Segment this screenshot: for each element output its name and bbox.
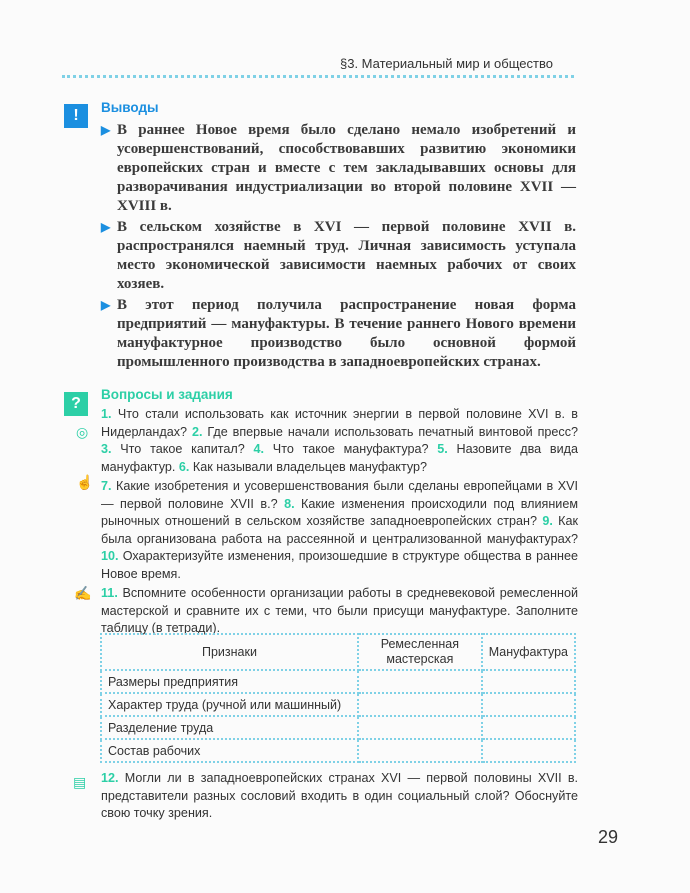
table-cell <box>358 670 482 693</box>
bullet-arrow-icon: ▶ <box>101 298 111 312</box>
page-number: 29 <box>598 827 619 847</box>
table-cell <box>482 739 575 762</box>
table-cell <box>482 670 575 693</box>
table-row <box>101 739 575 762</box>
exclamation-icon: ! <box>64 104 88 128</box>
table-cell: Состав рабочих <box>101 739 358 762</box>
table-cell <box>482 716 575 739</box>
question-icon: ? <box>64 392 88 416</box>
table-cell: Размеры предприятия <box>101 670 358 693</box>
questions-title: Вопросы и задания <box>101 387 233 402</box>
conclusion-item: ▶ В раннее Новое время было сделано немало изобретений и усовершенствований, способствовавших развитию экономики европейских стран и вместе с тем закладывавших основы для разворачивания индустриализации во второй половине XVII — XVIII в. <box>101 122 576 214</box>
table-cell <box>358 739 482 762</box>
table-cell <box>482 693 575 716</box>
comparison-table <box>100 633 576 763</box>
table-header: Признаки <box>101 634 358 670</box>
target-icon: ◎ <box>76 424 89 440</box>
question-group-2: 7. Какие изобретения и усовершенствования были сделаны европейцами в XVI — первой половине XVII в.? 8. Какие изменения происходили под влиянием рыночных отношений в сельском хозяйстве западноевропейских стран? 9. Как была организована работа на рассеянной и централизованной мануфактурах? 10. Охарактеризуйте изменения, произошедшие в структуре общества в раннее Новое время. <box>101 479 579 581</box>
question-group-1: 1. Что стали использовать как источник энергии в первой половине XVI в. в Нидерландах? 2. Где впервые начали использовать печатный винтовой пресс? 3. Что такое капитал? 4. Что такое мануфактура? 5. Назовите два вида мануфактур. 6. Как называли владельцев мануфактур? <box>101 407 579 474</box>
bullet-arrow-icon: ▶ <box>101 220 111 234</box>
table-cell: Разделение труда <box>101 716 358 739</box>
question-12: 12. Могли ли в западноевропейских странах XVI — первой половины XVII в. представители разных сословий входить в один социальный слой? Обоснуйте свою точку зрения. <box>101 771 579 820</box>
table-cell: Характер труда (ручной или машинный) <box>101 693 358 716</box>
hand-pointer-icon: ☝ <box>76 474 94 490</box>
bullet-arrow-icon: ▶ <box>101 123 111 137</box>
table-cell <box>358 716 482 739</box>
pencil-icon: ✍ <box>74 585 92 601</box>
conclusions-title: Выводы <box>101 100 159 115</box>
conclusion-item: ▶ В сельском хозяйстве в XVI — первой половине XVII в. распространялся наемный труд. Личная зависимость уступала место экономической зависимости наемных рабочих от своих хозяев. <box>101 219 576 292</box>
running-header: §3. Материальный мир и общество <box>340 56 553 71</box>
header-divider <box>62 75 574 78</box>
question-11: 11. Вспомните особенности организации работы в средневековой ремесленной мастерской и сравните их с теми, что были присущи мануфактуре. Заполните таблицу (в тетради). <box>101 586 579 635</box>
table-row <box>101 693 575 716</box>
table-header: Ремесленная мастерская <box>358 634 482 670</box>
table-row <box>101 670 575 693</box>
table-row <box>101 716 575 739</box>
document-icon: ▤ <box>73 774 87 790</box>
table-header: Мануфактура <box>482 634 575 670</box>
table-cell <box>358 693 482 716</box>
conclusion-item: ▶ В этот период получила распространение новая форма предприятий — мануфактуры. В течение раннего Нового времени мануфактурное производство было основной формой промышленного производства в западноевропейских странах. <box>101 297 576 370</box>
